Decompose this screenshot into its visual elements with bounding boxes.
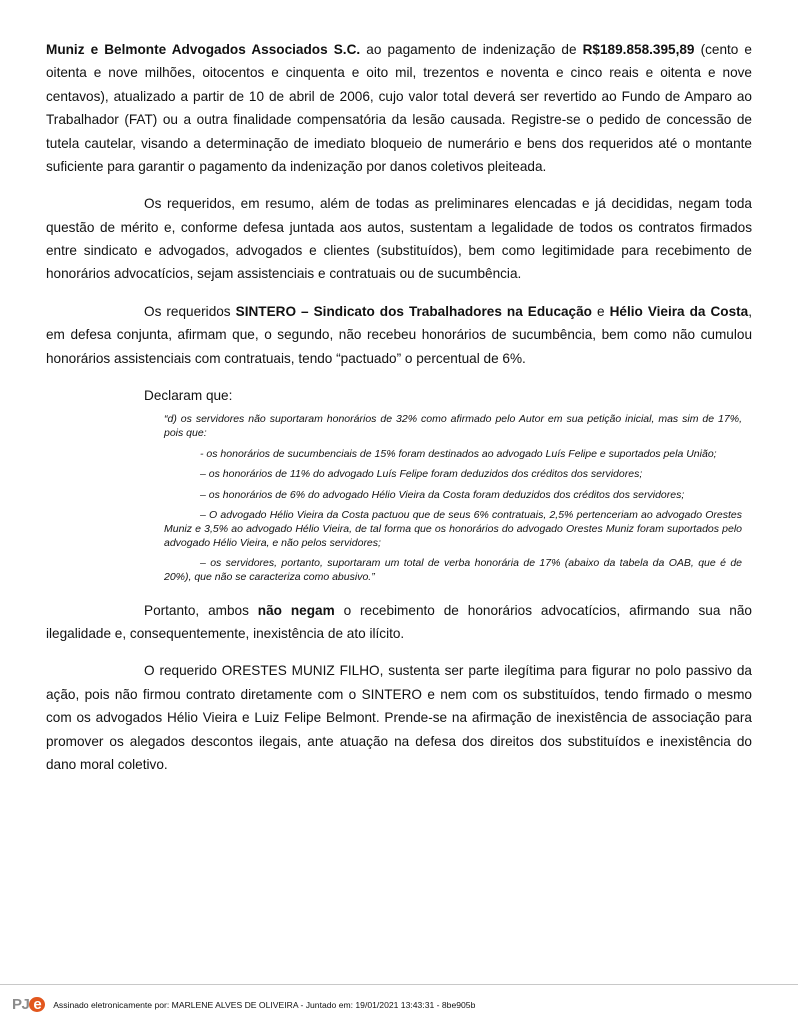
paragraph-text: (cento e oitenta e nove milhões, oitocentos e cinquenta e oito mil, trezentos e noventa e cinco reais e oitenta e nove centavos), atualizado a partir de 10 de abril de 2006, cujo valor total deverá ser revertido ao Fundo de Amparo ao Trabalhador (FAT) ou a outra finalidade compensatória da lesão causada. Registre-se o pedido de concessão de tutela cautelar, visando a determinação de imediato bloqueio de numerário e bens dos requeridos até o montante suficiente para garantir o pagamento da indenização por danos coletivos pleiteada. [46, 42, 752, 174]
paragraph-group-after-quote [46, 599, 752, 777]
emphasis-text: não negam [257, 602, 335, 618]
emphasis-text: R$189.858.395,89 [582, 42, 695, 57]
declaram-label: Declaram que: [144, 387, 233, 403]
paragraph-text: o recebimento de honorários advocatícios, afirmando sua não ilegalidade e, consequentemente, inexistência de ato ilícito. [46, 602, 752, 642]
pje-logo-e: e [29, 997, 45, 1012]
quote-line: – os servidores, portanto, suportaram um total de verba honorária de 17% (abaixo da tabela da OAB, que é de 20%), que não se caracteriza como abusivo.” [164, 557, 742, 584]
emphasis-text: SINTERO – Sindicato dos Trabalhadores na Educação [235, 303, 592, 319]
quote-line: - os honorários de sucumbenciais de 15% foram destinados ao advogado Luís Felipe e suportados pela União; [200, 447, 717, 460]
paragraph-group-before-quote [46, 38, 752, 370]
document-footer [0, 984, 798, 1024]
paragraph-text: Portanto, ambos [144, 602, 258, 618]
paragraph-text: Os requeridos, em resumo, além de todas as preliminares elencadas e já decididas, negam toda questão de mérito e, conforme defesa juntada aos autos, sustentam a legalidade de todos os contratos firmados entre sindicato e advogados, advogados e clientes (substituídos), bem como legitimidade para recebimento de honorários advocatícios, sejam assistenciais e contratuais ou de sucumbência. [46, 196, 752, 282]
paragraph [46, 599, 752, 646]
paragraph [46, 192, 752, 286]
pje-logo-j: J [21, 996, 30, 1013]
paragraph [46, 38, 752, 178]
signature-footer-text: Assinado eletronicamente por: MARLENE ALVES DE OLIVEIRA - Juntado em: 19/01/2021 13:43:31 - 8be905b [53, 999, 476, 1010]
paragraph [46, 659, 752, 776]
paragraph-text: e [592, 303, 610, 319]
emphasis-text: Hélio Vieira da Costa [609, 303, 749, 319]
document-body [46, 38, 752, 776]
quote-line: “d) os servidores não suportaram honorários de 32% como afirmado pelo Autor em sua petição inicial, mas sim de 17%, pois que: [164, 413, 742, 439]
paragraph-text: , em defesa conjunta, afirmam que, o segundo, não recebeu honorários de sucumbência, bem como não cumulou honorários assistenciais com contratuais, tendo “pactuado” o percentual de 6%. [46, 303, 753, 366]
paragraph-text: Os requeridos [144, 303, 236, 319]
paragraph-text: ao pagamento de indenização de [360, 42, 583, 57]
pje-logo-p: P [12, 996, 22, 1013]
quote-line: – O advogado Hélio Vieira da Costa pactuou que de seus 6% contratuais, 2,5% pertenceriam ao advogado Orestes Muniz e 3,5% ao advogado Hélio Vieira, de tal forma que os honorários do advogado Orestes Muniz foram suportados pelo advogado Hélio Vieira, e não pelos servidores; [164, 509, 742, 549]
emphasis-text: Muniz e Belmonte Advogados Associados S.C. [46, 42, 361, 57]
quote-line: – os honorários de 6% do advogado Hélio Vieira da Costa foram deduzidos dos créditos dos servidores; [200, 488, 685, 501]
quote-line: – os honorários de 11% do advogado Luís Felipe foram deduzidos dos créditos dos servidores; [200, 468, 643, 481]
paragraph-text: O requerido ORESTES MUNIZ FILHO, sustenta ser parte ilegítima para figurar no polo passivo da ação, pois não firmou contrato diretamente com o SINTERO e nem com os substituídos, tendo firmado o mesmo com os advogados Hélio Vieira e Luiz Felipe Belmont. Prende-se na afirmação de inexistência de associação para promover os alegados descontos ilegais, ante atuação na defesa dos direitos dos substituídos e inexistência do dano moral coletivo. [46, 663, 752, 772]
pje-logo-icon [12, 996, 45, 1013]
paragraph [46, 300, 752, 370]
quoted-excerpt-block [46, 413, 752, 584]
